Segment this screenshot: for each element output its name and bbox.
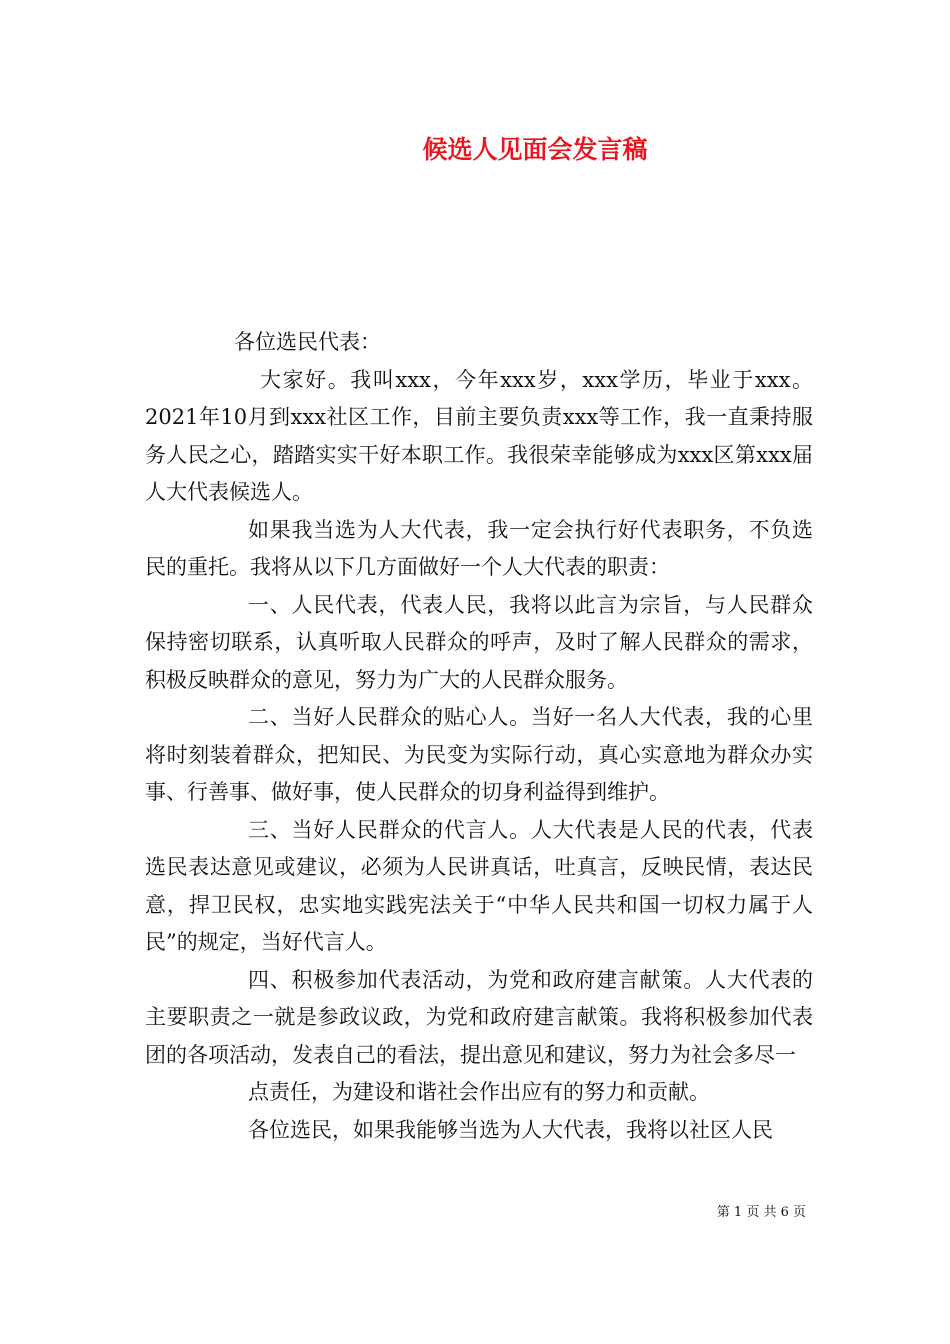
paragraph-point-four-continued: 点责任，为建设和谐社会作出应有的努力和贡献。 <box>248 1080 710 1104</box>
paragraph-point-four: 四、积极参加代表活动，为党和政府建言献策。人大代表的主要职责之一就是参政议政，为党和政府建言献策。我将积极参加代表团的各项活动，发表自己的看法，提出意见和建议，努力为社会多尽一 <box>145 967 813 1067</box>
page-number: 第 1 页 共 6 页 <box>716 1205 806 1220</box>
paragraph-greeting: 各位选民代表： <box>234 330 381 354</box>
paragraph-point-one: 一、人民代表，代表人民，我将以此言为宗旨，与人民群众保持密切联系，认真听取人民群众的呼声，及时了解人民群众的需求，积极反映群众的意见，努力为广大的人民群众服务。 <box>145 592 813 692</box>
paragraph-point-three: 三、当好人民群众的代言人。人大代表是人民的代表，代表选民表达意见或建议，必须为人民讲真话，吐真言，反映民情，表达民意，捍卫民权，忠实地实践宪法关于“中华人民共和国一切权力属于人民”的规定，当好代言人。 <box>145 817 813 954</box>
document-body <box>145 324 813 1149</box>
paragraph-commitment: 如果我当选为人大代表，我一定会执行好代表职务，不负选民的重托。我将从以下几方面做好一个人大代表的职责： <box>145 517 813 579</box>
paragraph-point-two: 二、当好人民群众的贴心人。当好一名人大代表，我的心里将时刻装着群众，把知民、为民变为实际行动，真心实意地为群众办实事、行善事、做好事，使人民群众的切身利益得到维护。 <box>145 705 813 804</box>
document-title: 候选人见面会发言稿 <box>422 135 648 164</box>
paragraph-self-introduction: 大家好。我叫xxx，今年xxx岁，xxx学历，毕业于xxx。2021年10月到xxx社区工作，目前主要负责xxx等工作，我一直秉持服务人民之心，踏踏实实干好本职工作。我很荣幸能够成为xxx区第xxx届人大代表候选人。 <box>145 367 813 504</box>
paragraph-closing: 各位选民，如果我能够当选为人大代表，我将以社区人民 <box>248 1117 773 1142</box>
